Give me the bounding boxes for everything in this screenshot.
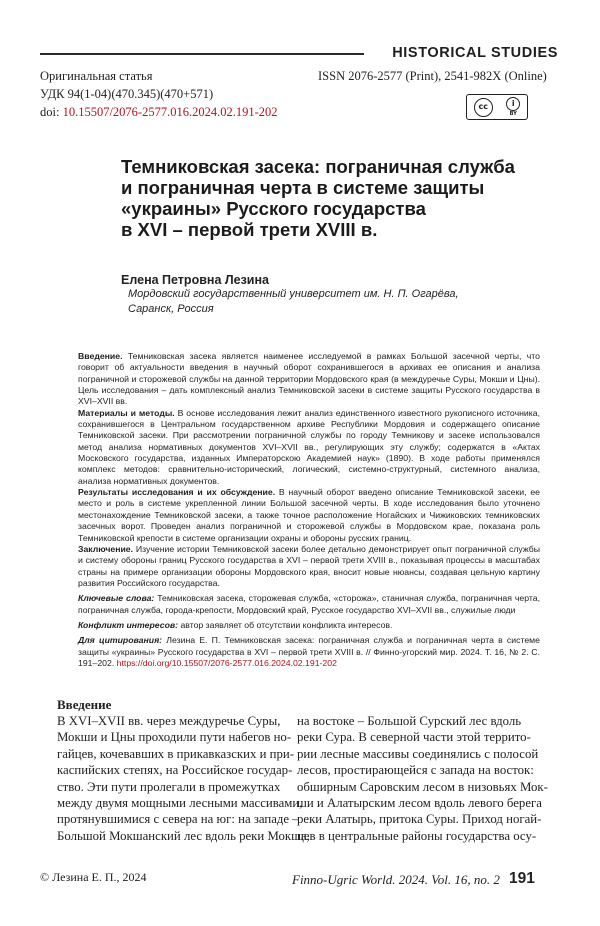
title-line: «украины» Русского государства [121,198,426,219]
body-line: Большой Мокшанский лес вдоль реки Мокша, [57,828,310,843]
copyright: © Лезина Е. П., 2024 [40,870,147,884]
abstract-methods [78,408,540,487]
body-line: рии лесные массивы соединялись с полосой [297,746,539,761]
body-line: ши и Алатырским лесом вдоль левого берега [297,796,542,811]
body-line: протянувшимися с севера на юг: на западе – [57,812,299,827]
udk-code: УДК 94(1-04)(470.345)(470+571) [40,87,214,101]
by-icon [506,97,520,117]
abstract-results [78,487,540,544]
citation [78,635,540,669]
body-line: Мокши и Цны проходили пути набегов но- [57,730,292,745]
article-title [121,156,561,240]
body-line: реки Алатырь, притока Суры. Приход ногай- [297,812,542,827]
cite-label: Для цитирования: [78,635,163,646]
affiliation-line: Саранск, Россия [128,303,214,315]
body-line: цев в центральные районы государства осу- [297,828,537,843]
body-column-left [57,713,310,844]
page-number: 191 [509,870,535,887]
body-line: между двумя мощными лесными массивами, [57,796,303,811]
cc-license-badge[interactable] [466,94,528,120]
abstract-intro [78,351,540,408]
body-line: лесов, простирающейся с запада на восток: [297,763,534,778]
keywords-label: Ключевые слова: [78,593,155,604]
results-text: В научный оборот введено описание Темниковской засеки, ее место и роль в системе укрепленной линии Большой засечной черты. В ходе исследования было уточнено местонахождение Темниковской засеки, а также точное расположение Ногайских и Чижиковских темниковских засечных ворот. Проведен анализ пограничной и сторожевой службы в Мордовском крае, показана роль Темниковской крепости в системе организации охраны и обороны русских границ. [78,487,540,543]
doi-label: doi: [40,105,63,119]
conflict-text: автор заявляет об отсутствии конфликта интересов. [178,619,393,630]
body-line: каспийских степях, на Российское государ- [57,763,293,778]
results-label: Результаты исследования и их обсуждение. [78,487,276,498]
keywords-text: Темниковская засека, сторожевая служба, «сторожа», станичная служба, пограничная черта, пограничная служба, города-крепости, Мордовский край, Русское государство XVI–XVII вв., служилые люди [78,593,540,615]
body-line: В XVI–XVII вв. через междуречье Суры, [57,714,281,728]
doi-line [40,105,278,120]
conclusion-label: Заключение. [78,543,134,554]
author-affiliation [128,287,459,317]
intro-text: Темниковская засека является наименее исследуемой в рамках Большой засечной черты, что говорит об актуальности введения в научный оборот сохранившегося в архивах ее описания и анализа пограничной и сторожевой службы на данной территории Мордовского края (в междуречье Суры, Мокши и Цны). Цель исследования – дать комплексный анализ Темниковской засеки в системе защиты Русского государства в XVI–XVII вв. [78,351,540,407]
affiliation-line: Мордовский государственный университет им. Н. П. Огарёва, [128,288,459,300]
issn: ISSN 2076-2577 (Print), 2541-982X (Online) [318,69,547,83]
body-line: реки Сура. В северной части этой террито- [297,730,531,745]
abstract [78,351,540,669]
person-icon: i [506,97,520,111]
abstract-conclusion [78,544,540,589]
title-line: в XVI – первой трети XVIII в. [121,219,378,240]
doi-link[interactable]: 10.15507/2076-2577.016.2024.02.191-202 [62,105,278,119]
body-line: ство. Эти пути пролегали в промежутках [57,779,281,794]
author-name: Елена Петровна Лезина [121,273,269,287]
body-column-right [297,713,548,844]
body-line: обширным Саровским лесом в низовьях Мок- [297,779,548,794]
keywords [78,593,540,616]
conflict-label: Конфликт интересов: [78,619,179,630]
title-line: Темниковская засека: пограничная служба [121,156,515,177]
footer-journal: Finno-Ugric World. 2024. Vol. 16, no. 2 [292,872,500,887]
methods-text: В основе исследования лежит анализ единственного известного рукописного источника, сохранившегося в Центральном государственном архиве Республики Мордовия и содержащего описание Темниковской засеки. При рассмотрении пограничной службы по городу Темникову и засеке использовался метод анализа нормативных документов XVI–XVII вв., регулирующих эту службу; содержатся в «Актах Московского государства, изданных Императорскою Академией наук» (1890). В ходе работы применялся комплекс методов: сравнительно-исторический, логический, системно-структурный, системного анализа, анализа нормативных документов. [78,407,540,486]
intro-label: Введение. [78,351,123,361]
header-rule [40,53,364,55]
conclusion-text: Изучение истории Темниковской засеки более детально демонстрирует опыт пограничной службы и систему обороны границ Русского государства в XVI – первой трети XVIII в., показывая процессы в масштабах страны на примере организации обороны Мордовского края, вносит новые нюансы, создавая цельную картину развития Российского государства. [78,543,540,588]
journal-section-title: HISTORICAL STUDIES [392,45,558,61]
body-line: гайцев, кочевавших в прикавказских и при- [57,746,294,761]
section-heading: Введение [57,697,112,712]
body-line: на востоке – Большой Сурский лес вдоль [297,714,522,728]
cite-text: Лезина Е. П. Темниковская засека: пограничная служба и пограничная черта в системе защиты «украины» Русского государства в XVI – первой трети XVIII в. // Финно-угорский мир. 2024. Т. 16, № 2. С. 191–202. [78,635,540,668]
cite-doi-link[interactable]: https://doi.org/10.15507/2076-2577.016.2024.02.191-202 [116,657,337,668]
conflict-of-interest [78,620,540,631]
by-label: BY [509,111,517,117]
article-type: Оригинальная статья [40,69,153,83]
methods-label: Материалы и методы. [78,407,175,418]
title-line: и пограничная черта в системе защиты [121,177,485,198]
cc-icon: cc [474,98,493,117]
